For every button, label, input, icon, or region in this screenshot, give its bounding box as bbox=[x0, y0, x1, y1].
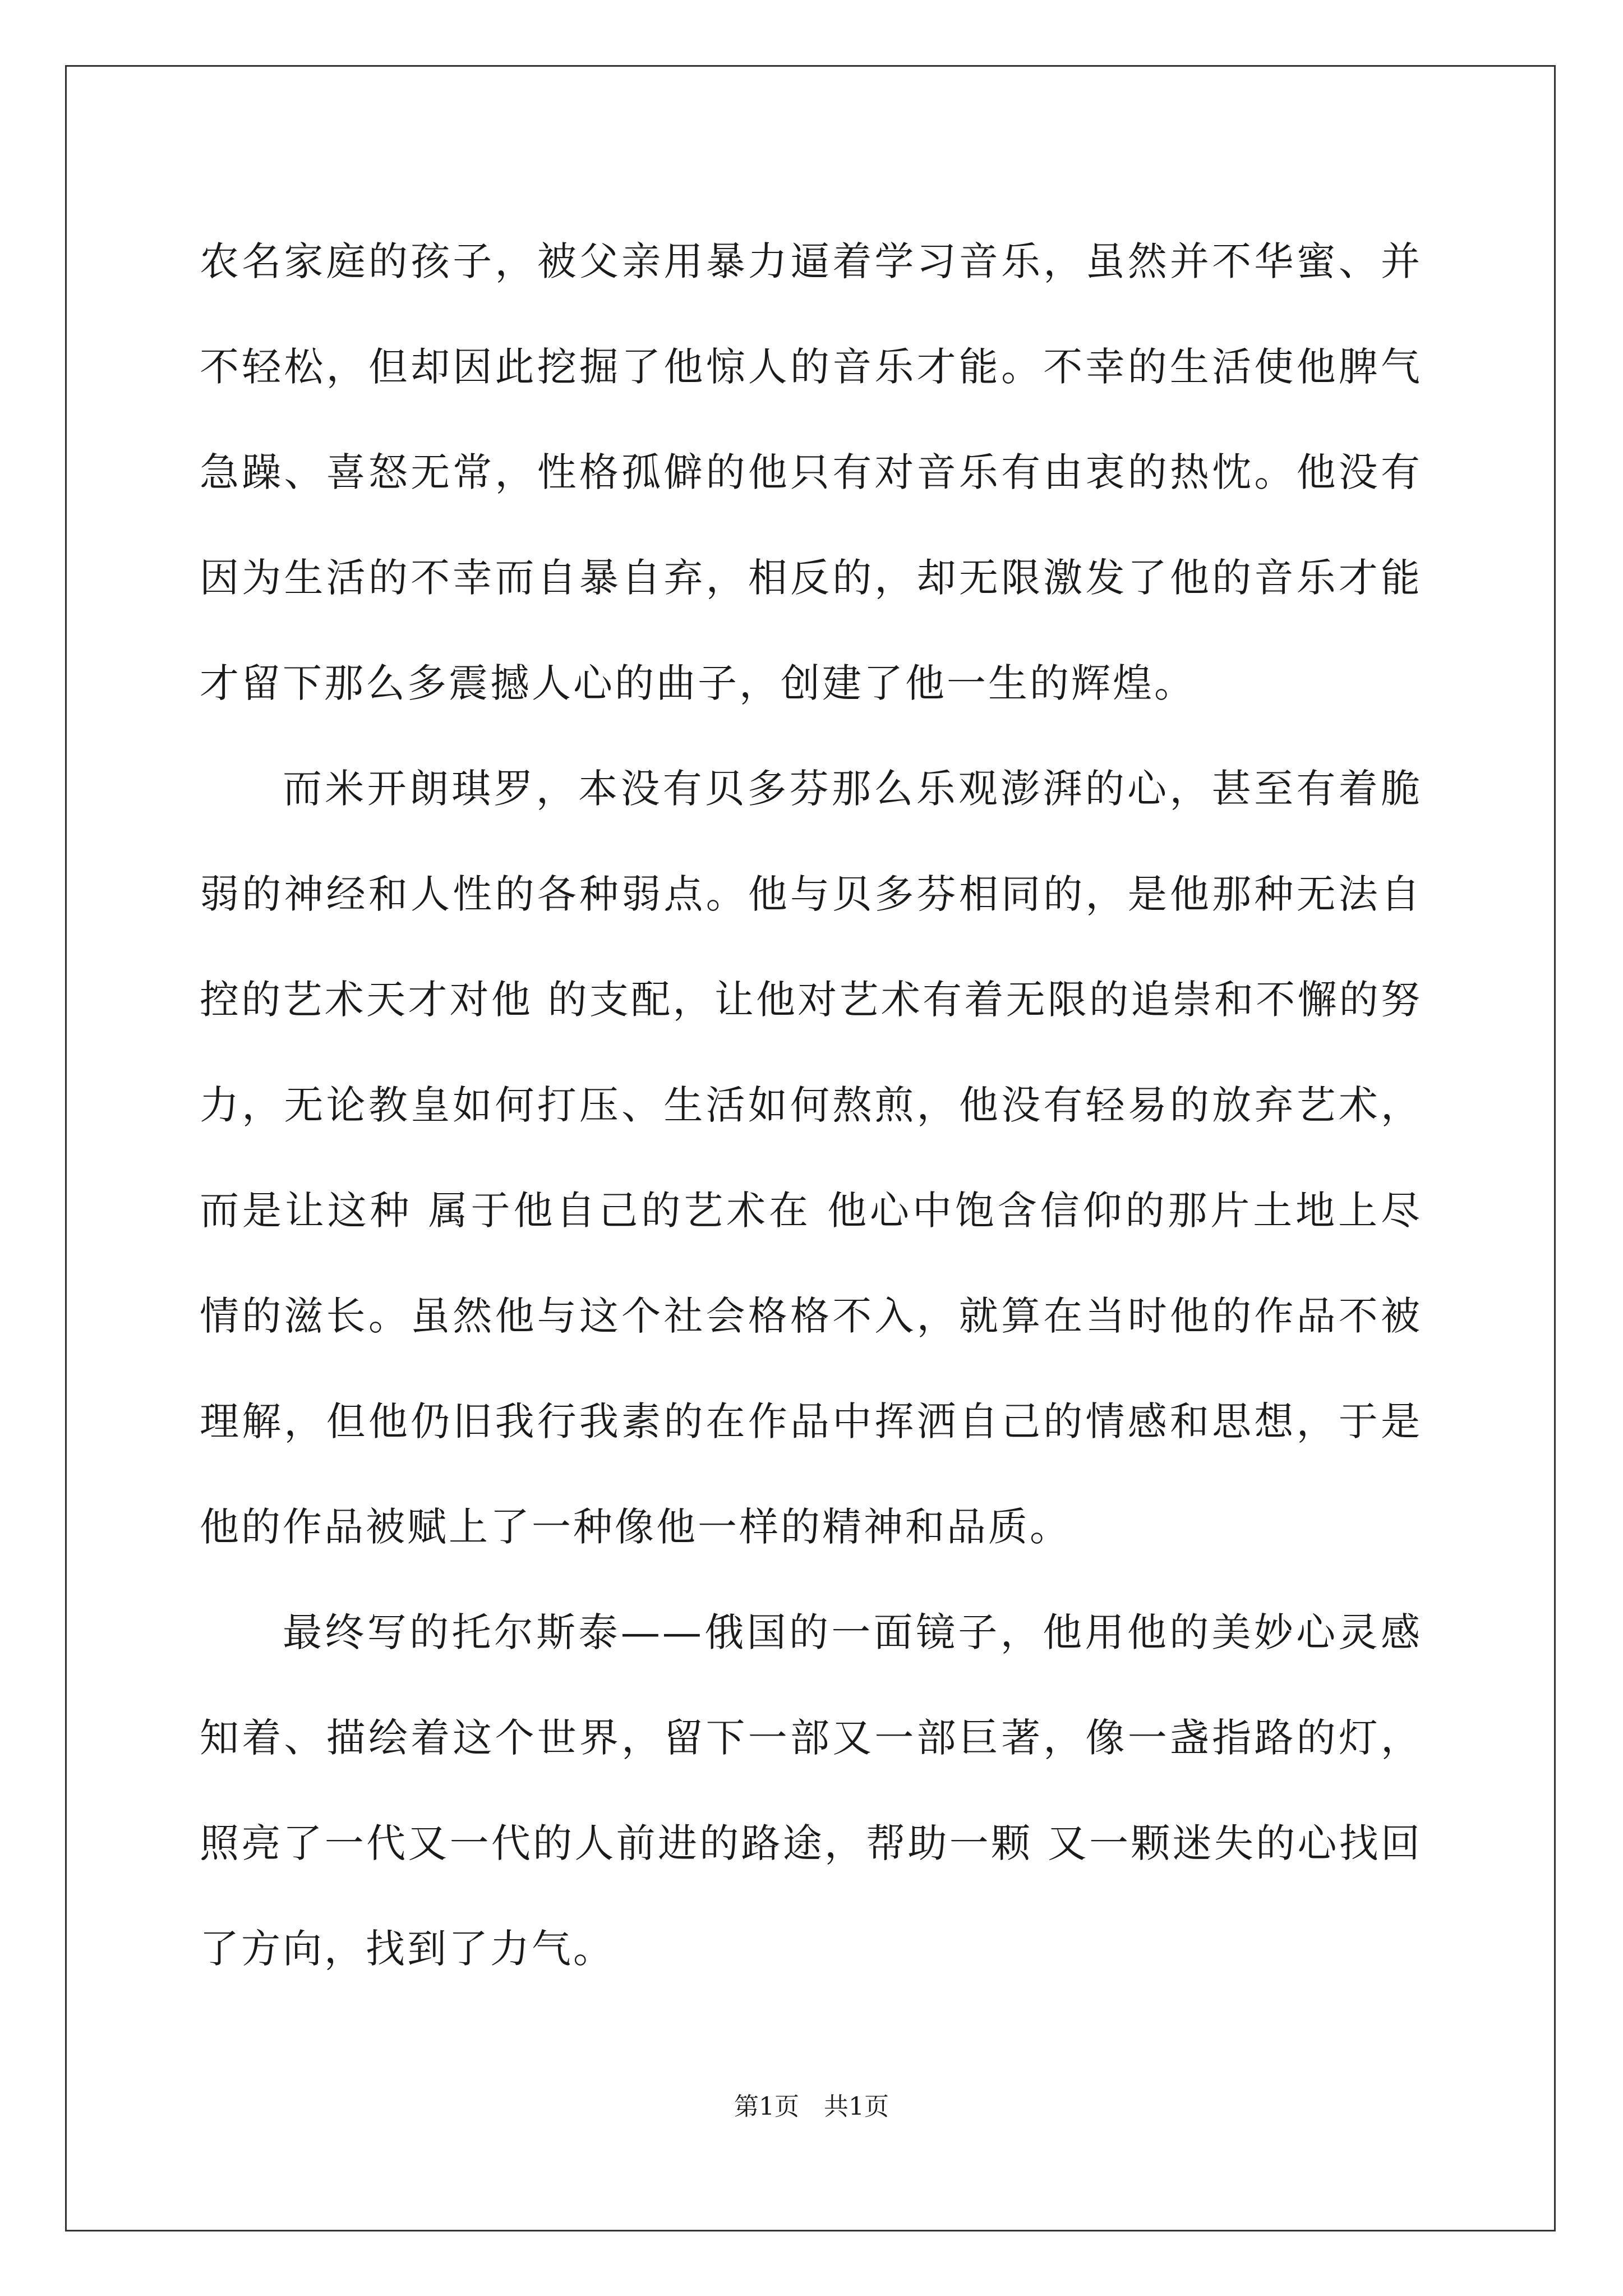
page-number-footer: 第1页 共1页 bbox=[734, 2092, 889, 2121]
document-body bbox=[200, 209, 1422, 2001]
paragraph-2: 而米开朗琪罗，本没有贝多芬那么乐观澎湃的心，甚至有着脆弱的神经和人性的各种弱点。他与贝多芬相同的，是他那种无法自控的艺术天才对他 的支配，让他对艺术有着无限的追崇和不懈的努力，无论教皇如何打压、生活如何熬煎，他没有轻易的放弃艺术，而是让这种 属于他自己的艺术在 他心中饱含信仰的那片土地上尽情的滋长。虽然他与这个社会格格不入，就算在当时他的作品不被理解，但他仍旧我行我素的在作品中挥洒自己的情感和思想，于是他的作品被赋上了一种像他一样的精神和品质。 bbox=[200, 766, 1422, 1550]
paragraph-1: 农名家庭的孩子，被父亲用暴力逼着学习音乐，虽然并不华蜜、并不轻松，但却因此挖掘了他惊人的音乐才能。不幸的生活使他脾气急躁、喜怒无常，性格孤僻的他只有对音乐有由衷的热忱。他没有因为生活的不幸而自暴自弃，相反的，却无限激发了他的音乐才能才留下那么多震撼人心的曲子，创建了他一生的辉煌。 bbox=[200, 238, 1422, 706]
paragraph-3: 最终写的托尔斯泰——俄国的一面镜子，他用他的美妙心灵感 知着、描绘着这个世界，留下一部又一部巨著，像一盏指路的灯，照亮了一代又一代的人前进的路途，帮助一颗 又一颗迷失的心找回了方向，找到了力气。 bbox=[200, 1609, 1422, 1972]
